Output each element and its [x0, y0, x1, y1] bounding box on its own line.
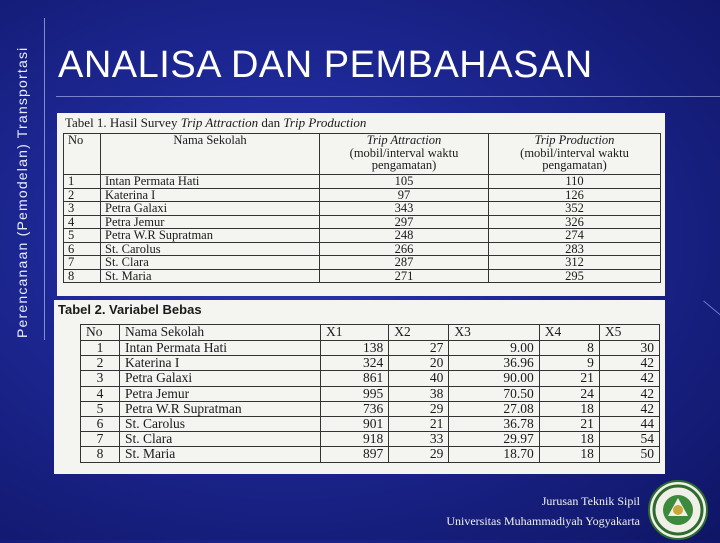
- table2-cell: 861: [321, 371, 389, 386]
- horizontal-divider: [56, 96, 720, 97]
- table2-header-cell: X2: [389, 325, 449, 341]
- table2: [80, 324, 660, 463]
- table-row: [64, 256, 661, 270]
- table1-cell-attr: 271: [320, 269, 489, 283]
- table-row: [64, 175, 661, 189]
- table2-cell: 18: [539, 447, 599, 462]
- table2-header-cell: X5: [599, 325, 659, 341]
- table2-cell: Intan Permata Hati: [120, 341, 321, 356]
- table2-cell: 20: [389, 356, 449, 371]
- table1-cell-prod: 312: [489, 256, 661, 270]
- table1-cell-no: 5: [64, 229, 101, 243]
- table1-cell-nama: Petra Jemur: [101, 215, 320, 229]
- decorative-line: [703, 300, 720, 320]
- table2-cell: 24: [539, 386, 599, 401]
- table-row: [64, 188, 661, 202]
- table2-cell: 5: [81, 401, 120, 416]
- table1-header-nama: Nama Sekolah: [101, 134, 320, 175]
- table1-cell-attr: 343: [320, 202, 489, 216]
- table2-cell: 6: [81, 417, 120, 432]
- table-row: [64, 202, 661, 216]
- table2-cell: 8: [81, 447, 120, 462]
- table-row: [64, 242, 661, 256]
- table-row: [81, 447, 660, 462]
- table1-cell-prod: 283: [489, 242, 661, 256]
- table-row: [81, 356, 660, 371]
- table2-cell: 40: [389, 371, 449, 386]
- table1-image: [57, 113, 665, 296]
- table2-cell: 33: [389, 432, 449, 447]
- page-title: ANALISA DAN PEMBAHASAN: [58, 44, 593, 86]
- table2-cell: 2: [81, 356, 120, 371]
- table1-cell-nama: St. Maria: [101, 269, 320, 283]
- table2-cell: 29: [389, 447, 449, 462]
- table2-cell: 50: [599, 447, 659, 462]
- table1-caption: Tabel 1. Hasil Survey Trip Attraction dan Trip Production: [65, 115, 367, 130]
- table1-cell-nama: Petra Galaxi: [101, 202, 320, 216]
- table1-cell-attr: 248: [320, 229, 489, 243]
- table2-cell: 21: [389, 417, 449, 432]
- table2-cell: 736: [321, 401, 389, 416]
- table2-cell: 918: [321, 432, 389, 447]
- table2-image: [54, 300, 665, 474]
- table-row: [64, 215, 661, 229]
- footer-university: Universitas Muhammadiyah Yogyakarta: [446, 514, 640, 528]
- vertical-divider: [44, 18, 45, 340]
- table2-cell: Petra W.R Supratman: [120, 401, 321, 416]
- table2-cell: 324: [321, 356, 389, 371]
- table2-cell: St. Carolus: [120, 417, 321, 432]
- table1-cell-nama: Katerina I: [101, 188, 320, 202]
- table1-cell-attr: 297: [320, 215, 489, 229]
- table2-header-cell: X4: [539, 325, 599, 341]
- table2-cell: 36.96: [449, 356, 539, 371]
- table2-cell: 36.78: [449, 417, 539, 432]
- table-row: [81, 341, 660, 356]
- table2-cell: 30: [599, 341, 659, 356]
- table1-cell-no: 6: [64, 242, 101, 256]
- table1-header-no: No: [64, 134, 101, 175]
- table-row: [81, 417, 660, 432]
- table1-cell-prod: 126: [489, 188, 661, 202]
- table2-header-cell: X1: [321, 325, 389, 341]
- table2-cell: 995: [321, 386, 389, 401]
- table1-cell-no: 8: [64, 269, 101, 283]
- table2-cell: 4: [81, 386, 120, 401]
- table2-header-cell: No: [81, 325, 120, 341]
- table2-header-cell: Nama Sekolah: [120, 325, 321, 341]
- table2-cell: 1: [81, 341, 120, 356]
- table1-cell-attr: 105: [320, 175, 489, 189]
- table1-cell-attr: 97: [320, 188, 489, 202]
- table2-cell: 9: [539, 356, 599, 371]
- table2-cell: 29.97: [449, 432, 539, 447]
- table2-cell: 42: [599, 371, 659, 386]
- table1-cell-nama: Intan Permata Hati: [101, 175, 320, 189]
- table2-cell: 21: [539, 417, 599, 432]
- table1-cell-no: 3: [64, 202, 101, 216]
- table2-cell: 42: [599, 356, 659, 371]
- table1-header-attraction: Trip Attraction (mobil/interval waktu pengamatan): [320, 134, 489, 175]
- table-row: [64, 229, 661, 243]
- table1-cell-prod: 274: [489, 229, 661, 243]
- side-title: Perencanaan (Pemodelan) Transportasi: [14, 46, 30, 338]
- table2-cell: Petra Jemur: [120, 386, 321, 401]
- table1-cell-nama: Petra W.R Supratman: [101, 229, 320, 243]
- table1-cell-attr: 287: [320, 256, 489, 270]
- table-row: [64, 269, 661, 283]
- table1-cell-prod: 326: [489, 215, 661, 229]
- table2-cell: 138: [321, 341, 389, 356]
- table-row: [81, 401, 660, 416]
- table2-cell: Katerina I: [120, 356, 321, 371]
- table2-cell: 42: [599, 386, 659, 401]
- table2-cell: Petra Galaxi: [120, 371, 321, 386]
- table2-cell: 90.00: [449, 371, 539, 386]
- table2-cell: 18.70: [449, 447, 539, 462]
- table1-cell-nama: St. Carolus: [101, 242, 320, 256]
- table2-cell: St. Maria: [120, 447, 321, 462]
- table2-cell: 897: [321, 447, 389, 462]
- table2-cell: 901: [321, 417, 389, 432]
- table2-cell: 3: [81, 371, 120, 386]
- table2-header-cell: X3: [449, 325, 539, 341]
- table1-cell-prod: 352: [489, 202, 661, 216]
- table2-cell: 7: [81, 432, 120, 447]
- university-seal-icon: [648, 480, 708, 540]
- table1-cell-no: 4: [64, 215, 101, 229]
- table2-caption: Tabel 2. Variabel Bebas: [58, 302, 202, 317]
- table-row: [81, 432, 660, 447]
- table2-cell: 44: [599, 417, 659, 432]
- table2-cell: 21: [539, 371, 599, 386]
- table2-cell: 29: [389, 401, 449, 416]
- table2-cell: 42: [599, 401, 659, 416]
- table1-cell-attr: 266: [320, 242, 489, 256]
- table1-header-production: Trip Production (mobil/interval waktu pengamatan): [489, 134, 661, 175]
- table-row: [81, 386, 660, 401]
- table2-cell: 27: [389, 341, 449, 356]
- table2-cell: 8: [539, 341, 599, 356]
- table1-cell-nama: St. Clara: [101, 256, 320, 270]
- table2-cell: St. Clara: [120, 432, 321, 447]
- table2-cell: 18: [539, 401, 599, 416]
- footer-department: Jurusan Teknik Sipil: [541, 494, 640, 508]
- table1-cell-no: 2: [64, 188, 101, 202]
- table1: [63, 133, 661, 283]
- table1-cell-prod: 295: [489, 269, 661, 283]
- table2-cell: 54: [599, 432, 659, 447]
- table2-cell: 38: [389, 386, 449, 401]
- table1-cell-no: 1: [64, 175, 101, 189]
- table1-cell-prod: 110: [489, 175, 661, 189]
- table2-cell: 70.50: [449, 386, 539, 401]
- table1-cell-no: 7: [64, 256, 101, 270]
- table2-cell: 18: [539, 432, 599, 447]
- table2-cell: 9.00: [449, 341, 539, 356]
- table2-cell: 27.08: [449, 401, 539, 416]
- table-row: [81, 371, 660, 386]
